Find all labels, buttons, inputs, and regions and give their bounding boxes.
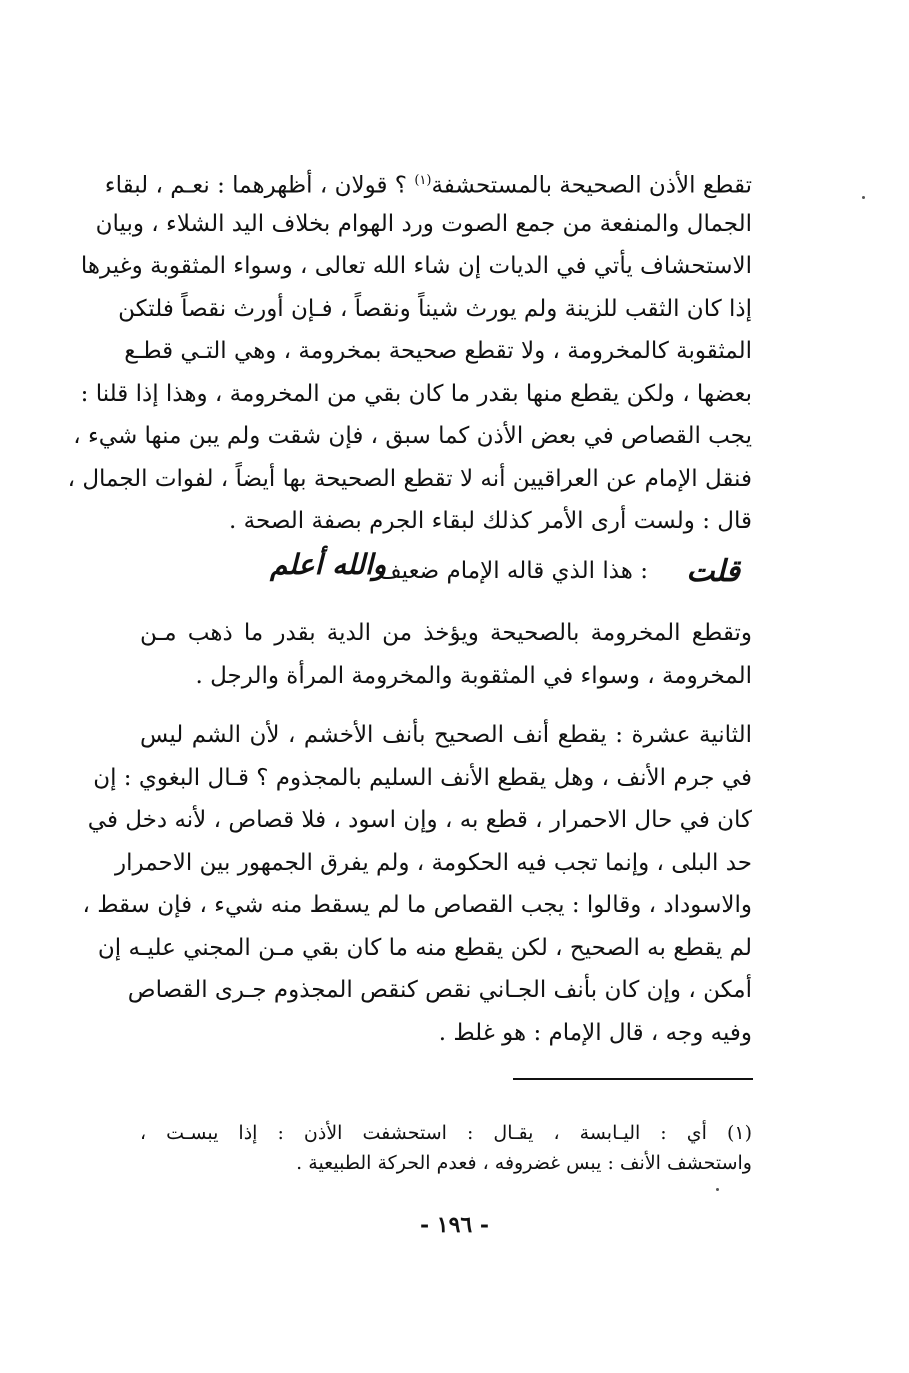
text-line: الثانية عشرة : يقطع أنف الصحيح بأنف الأخشم ، لأن الشم ليس: [140, 722, 752, 748]
text-line: لم يقطع به الصحيح ، لكن يقطع منه ما كان بقي مـن المجني عليـه إن: [97, 934, 752, 961]
footnote-divider: [513, 1078, 753, 1080]
footnote-line: (١) أي : اليـابسة ، يقـال : استحشفت الأذن : إذا يبسـت ،: [140, 1122, 752, 1144]
text-line: أمكن ، وإن كان بأنف الجـاني نقص كنقص المجذوم جـرى القصاص: [127, 977, 752, 1003]
text-line: يجب القصاص في بعض الأذن كما سبق ، فإن شقت ولم يبن منها شيء ،: [73, 423, 752, 449]
qult-text: : هذا الذي قاله الإمام ضعيف: [377, 558, 648, 584]
text-line-segment: تقطع الأذن الصحيحة بالمستحشفة: [431, 172, 752, 199]
page-number: - ١٩٦ -: [419, 1212, 490, 1238]
footnote: [140, 1118, 752, 1178]
text-line: كان في حال الاحمرار ، قطع به ، وإن اسود ، فلا قصاص ، لأنه دخل في: [87, 807, 752, 833]
footnote-reference[interactable]: (١): [414, 173, 432, 188]
text-line: في جرم الأنف ، وهل يقطع الأنف السليم بالمجذوم ؟ قـال البغوي : إن: [93, 764, 752, 791]
scan-speck: [716, 1188, 719, 1191]
text-line: فنقل الإمام عن العراقيين أنه لا تقطع الصحيحة بها أيضاً ، لفوات الجمال ،: [67, 465, 752, 492]
footnote-line: واستحشف الأنف : يبس غضروفه ، فعدم الحركة الطبيعية .: [296, 1152, 752, 1174]
text-line: إذا كان الثقب للزينة ولم يورث شيناً ونقصاً ، فـإن أورث نقصاً فلتكن: [118, 295, 752, 322]
text-line: وفيه وجه ، قال الإمام : هو غلط .: [438, 1019, 752, 1046]
text-line: حد البلى ، وإنما تجب فيه الحكومة ، ولم يفرق الجمهور بين الاحمرار: [115, 849, 752, 876]
text-line: المثقوبة كالمخرومة ، ولا تقطع صحيحة بمخرومة ، وهي التـي قطـع: [124, 338, 752, 364]
text-line: قال : ولست أرى الأمر كذلك لبقاء الجرم بصفة الصحة .: [229, 508, 752, 534]
text-line: [104, 160, 752, 203]
text-line: المخرومة ، وسواء في المثقوبة والمخرومة المرأة والرجل .: [195, 662, 752, 689]
paragraph-twelfth-nose-ruling: [82, 714, 752, 1054]
wallahu-alam-closing: والله أعلم: [270, 548, 387, 581]
paragraph-mutilated-ear: [140, 612, 752, 697]
qult-comment: [270, 548, 740, 618]
text-line: والاسوداد ، وقالوا : يجب القصاص ما لم يسقط منه شيء ، فإن سقط ،: [82, 892, 752, 918]
qult-label: قلت: [686, 554, 740, 589]
text-line: وتقطع المخرومة بالصحيحة ويؤخذ من الدية بقدر ما ذهب مـن: [140, 620, 752, 646]
text-line: الاستحشاف يأتي في الديات إن شاء الله تعالى ، وسواء المثقوبة وغيرها: [80, 253, 752, 279]
scan-speck: [862, 196, 865, 199]
paragraph-ear-ruling: [67, 160, 752, 543]
text-line: الجمال والمنفعة من جمع الصوت ورد الهوام بخلاف اليد الشلاء ، وبيان: [95, 210, 752, 237]
text-line: بعضها ، ولكن يقطع منها بقدر ما كان بقي من المخرومة ، وهذا إذا قلنا :: [80, 380, 752, 407]
text-line-segment: ؟ قولان ، أظهرهما : نعـم ، لبقاء: [104, 172, 415, 199]
